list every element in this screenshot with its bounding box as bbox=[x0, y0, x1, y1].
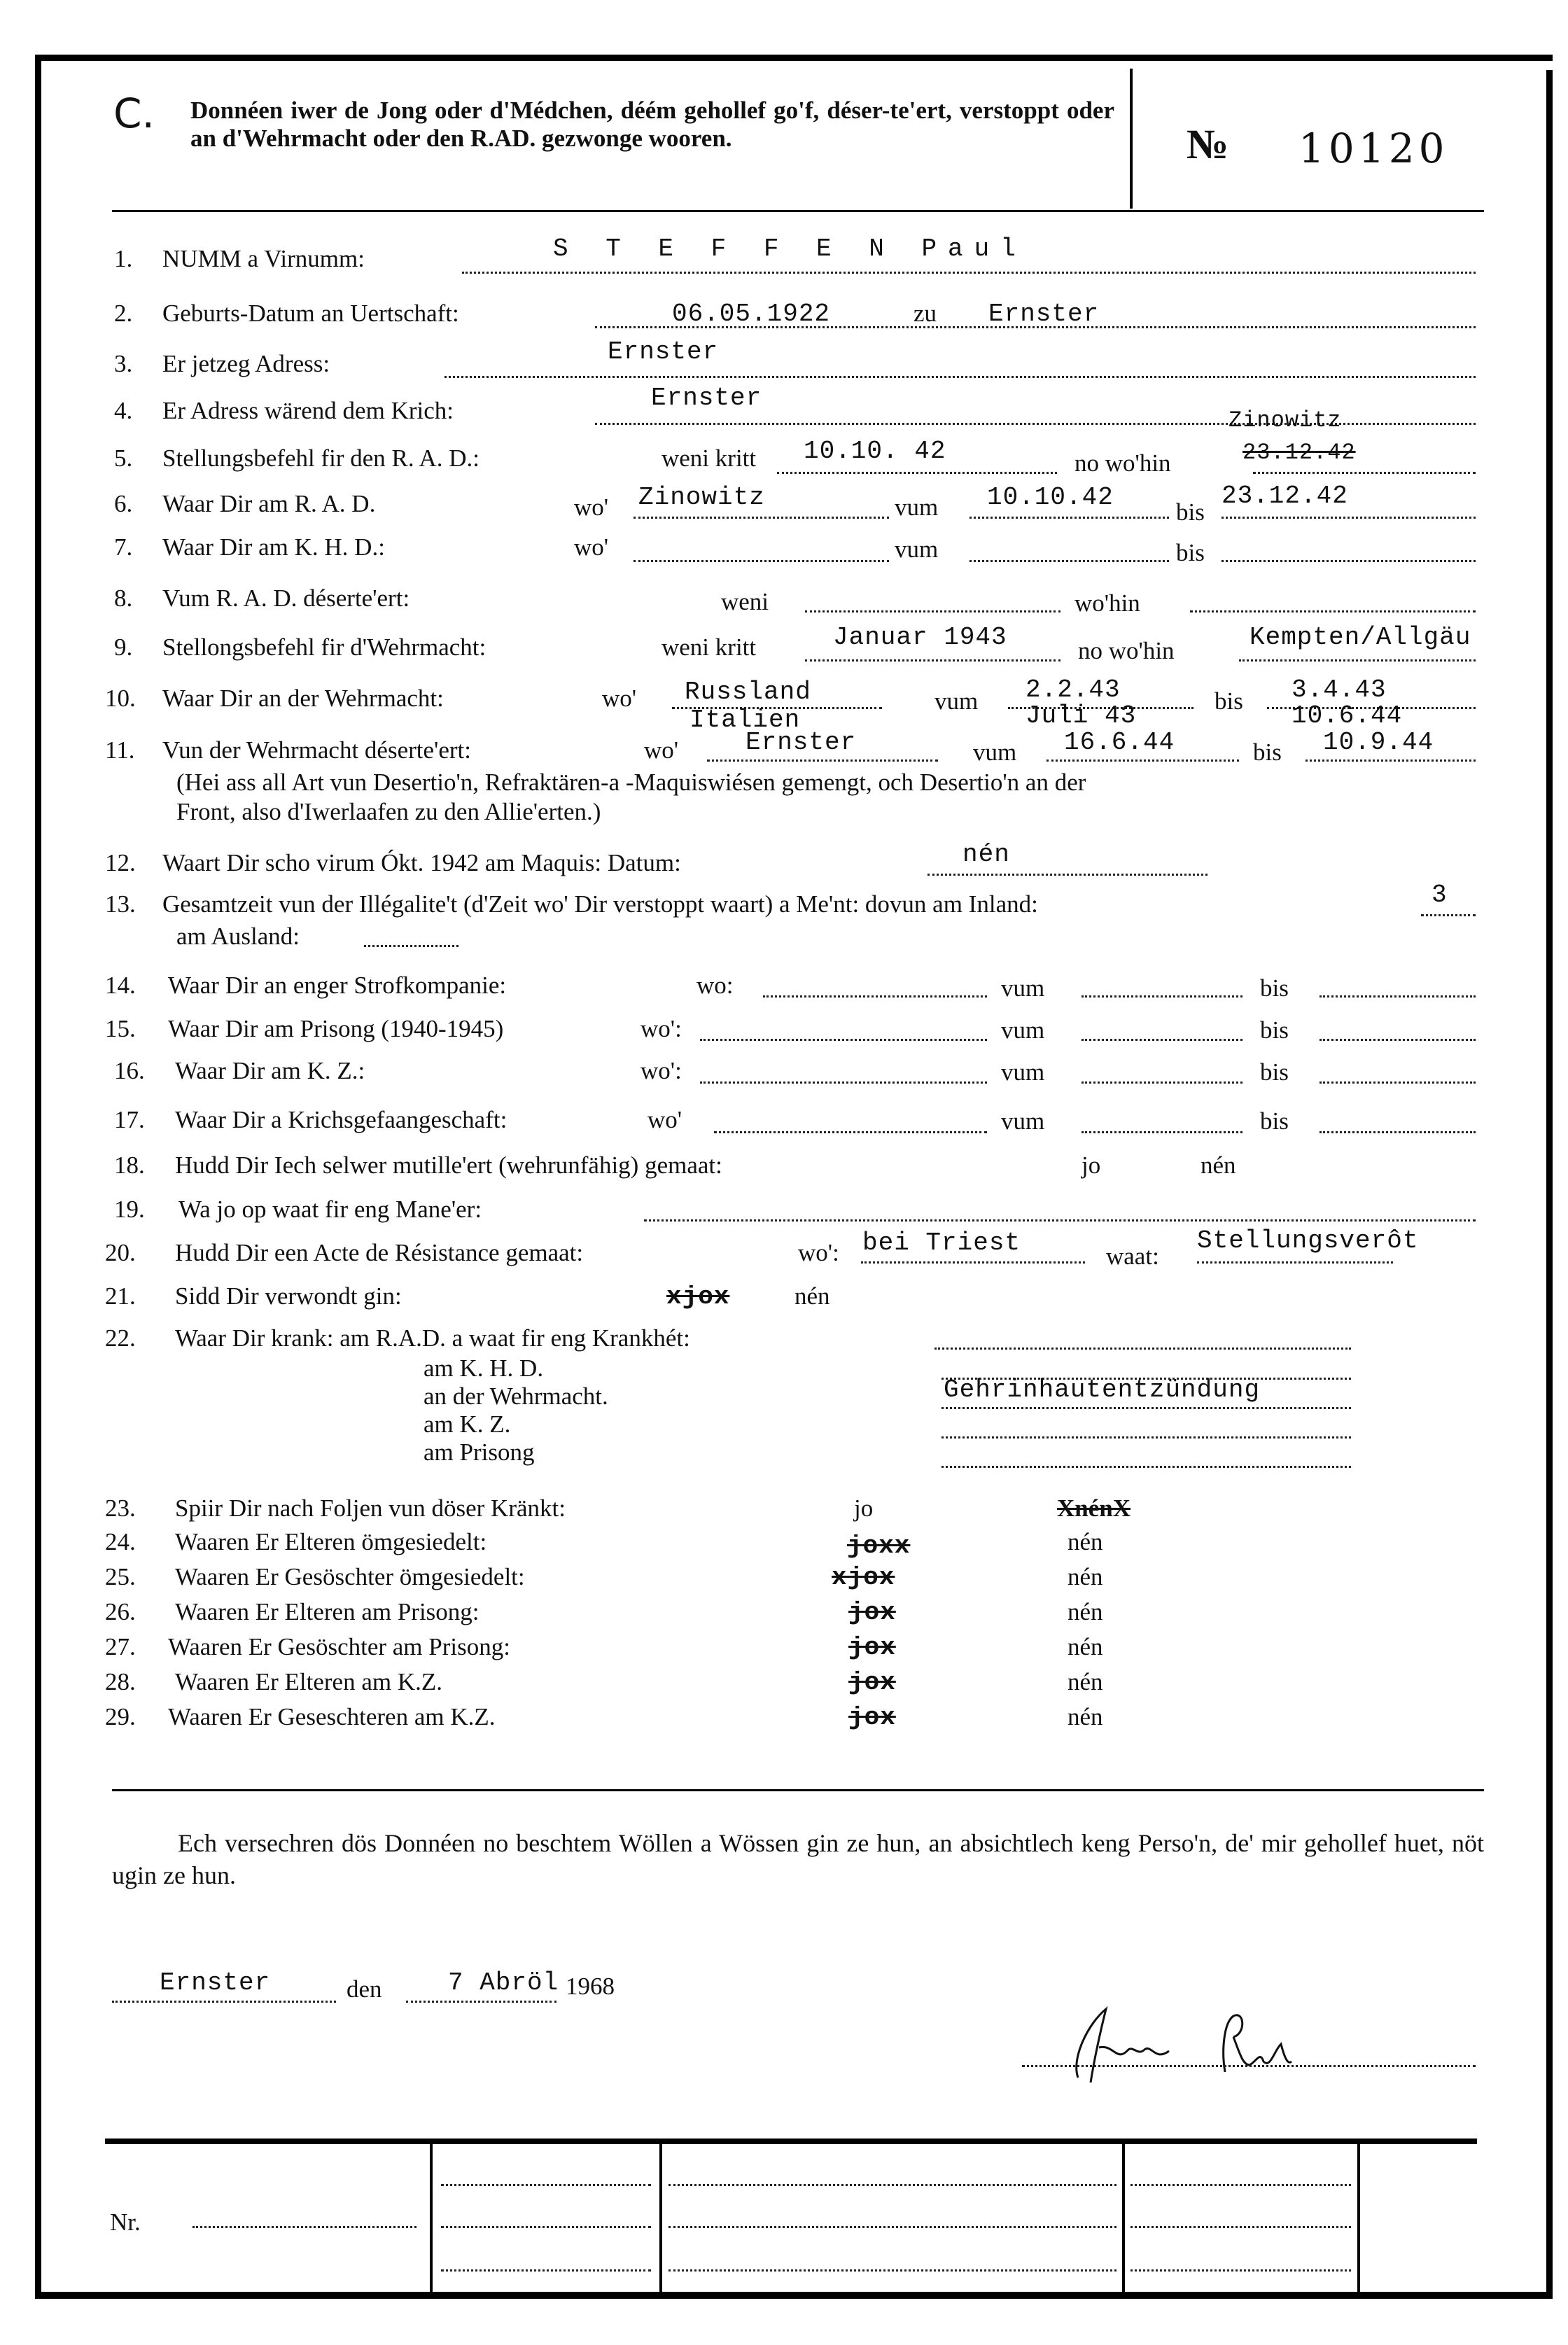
row-label: Waar Dir am Prisong (1940-1945) bbox=[168, 1015, 504, 1042]
row-label: Hudd Dir Iech selwer mutille'ert (wehrunfähig) gemaat: bbox=[175, 1152, 722, 1179]
kz-to-field[interactable] bbox=[1320, 1082, 1476, 1084]
wehrmacht-from-field-2[interactable]: Juli 43 bbox=[1026, 701, 1137, 730]
mutilation-manner-field[interactable] bbox=[644, 1219, 1476, 1222]
den-label: den bbox=[346, 1975, 382, 2003]
footer-cell-field[interactable] bbox=[441, 2184, 651, 2186]
sub-label-prison: am Prisong bbox=[424, 1438, 535, 1466]
sub-label-wehrmacht: an der Wehrmacht. bbox=[424, 1382, 608, 1410]
resistance-where-field[interactable]: bei Triest bbox=[862, 1228, 1021, 1257]
no-option[interactable]: nén bbox=[1068, 1528, 1103, 1555]
name-field-line bbox=[462, 272, 1476, 274]
desertion-from-field[interactable]: 16.6.44 bbox=[1064, 728, 1175, 757]
khd-from-field[interactable] bbox=[969, 560, 1169, 562]
rad-desert-where-field[interactable] bbox=[1190, 610, 1476, 612]
to-label: bis bbox=[1260, 974, 1289, 1002]
row-number: 19. bbox=[114, 1196, 145, 1223]
birth-date-field[interactable]: 06.05.1922 bbox=[672, 300, 831, 328]
from-label: vum bbox=[895, 536, 939, 563]
sub-label-kz: am K. Z. bbox=[424, 1410, 511, 1438]
row-number: 6. bbox=[114, 490, 133, 517]
from-label: vum bbox=[1001, 1058, 1045, 1086]
row-label: Waar Dir an enger Strofkompanie: bbox=[168, 972, 507, 999]
prison-from-field[interactable] bbox=[1082, 1039, 1242, 1041]
no-option[interactable]: nén bbox=[1068, 1598, 1103, 1625]
footer-cell-field[interactable] bbox=[668, 2226, 1116, 2228]
illness-kz-field[interactable] bbox=[941, 1436, 1351, 1438]
yes-option-struck[interactable]: jox bbox=[848, 1633, 896, 1662]
header-rule bbox=[112, 210, 1484, 212]
row-number: 9. bbox=[114, 634, 133, 661]
desertion-note-line-1: (Hei ass all Art vun Desertio'n, Refraktären-a -Maquiswiésen gemengt, och Desertio'n an der bbox=[176, 769, 1086, 796]
row-number: 8. bbox=[114, 584, 133, 612]
where-label: wo': bbox=[640, 1057, 682, 1084]
frame-border-right bbox=[1546, 70, 1553, 2298]
no-option[interactable]: nén bbox=[1068, 1668, 1103, 1695]
from-label: vum bbox=[1001, 974, 1045, 1002]
row-number: 28. bbox=[105, 1668, 136, 1695]
yes-option-struck[interactable]: xjox bbox=[832, 1563, 895, 1592]
numero-sign: № bbox=[1186, 121, 1229, 167]
where-line bbox=[861, 1261, 1085, 1264]
row-label: NUMM a Virnumm: bbox=[162, 245, 365, 272]
footer-table-top-rule bbox=[105, 2138, 1477, 2144]
row-number: 17. bbox=[114, 1106, 145, 1133]
where-line bbox=[634, 517, 889, 519]
row-number: 23. bbox=[105, 1494, 136, 1522]
footer-table-divider-4 bbox=[1357, 2143, 1360, 2293]
penal-where-field[interactable] bbox=[763, 995, 987, 997]
row-label: Vum R. A. D. déserte'ert: bbox=[162, 584, 410, 612]
row-label: Waaren Er Gesöschter ömgesiedelt: bbox=[175, 1563, 525, 1590]
nr-label: Nr. bbox=[110, 2208, 141, 2236]
footer-cell-field[interactable] bbox=[1130, 2184, 1351, 2186]
birth-place-field[interactable]: Ernster bbox=[988, 300, 1100, 328]
signing-place-field[interactable]: Ernster bbox=[160, 1968, 271, 1997]
row-label: Sidd Dir verwondt gin: bbox=[175, 1282, 402, 1310]
row-label: Waar Dir am R. A. D. bbox=[162, 490, 376, 517]
from-label: vum bbox=[973, 738, 1017, 766]
to-label: bis bbox=[1253, 738, 1282, 766]
footer-table-divider-2 bbox=[659, 2143, 662, 2293]
footer-table-divider-3 bbox=[1122, 2143, 1125, 2293]
rad-from-field[interactable]: 10.10.42 bbox=[987, 483, 1114, 512]
to-label: bis bbox=[1260, 1058, 1289, 1086]
inland-months-field[interactable]: 3 bbox=[1432, 881, 1448, 909]
from-label: vum bbox=[895, 493, 939, 521]
what-line bbox=[1197, 1261, 1393, 1264]
footer-cell-field[interactable] bbox=[441, 2226, 651, 2228]
row-label: Waaren Er Elteren am K.Z. bbox=[175, 1668, 442, 1695]
row-number: 16. bbox=[114, 1057, 145, 1084]
to-label: bis bbox=[1176, 498, 1205, 526]
place-line bbox=[112, 2001, 336, 2003]
where-label: wo'hin bbox=[1074, 589, 1140, 617]
where-label: wo' bbox=[644, 736, 679, 764]
abroad-months-field[interactable] bbox=[364, 945, 458, 947]
wehrmacht-from-field[interactable]: 2.2.43 bbox=[1026, 676, 1121, 704]
where-line bbox=[1239, 659, 1476, 662]
frame-border-bottom bbox=[35, 2292, 1553, 2299]
yes-option-struck[interactable]: jox bbox=[848, 1668, 896, 1697]
khd-to-field[interactable] bbox=[1222, 560, 1476, 562]
to-label: bis bbox=[1260, 1107, 1289, 1135]
when-label: weni kritt bbox=[662, 634, 757, 661]
to-line bbox=[1222, 517, 1476, 519]
row-label: Gesamtzeit vun der Illégalite't (d'Zeit wo' Dir verstoppt waart) a Me'nt: dovun am Inland: bbox=[162, 890, 1038, 918]
pow-where-field[interactable] bbox=[714, 1131, 987, 1133]
frame-border-top bbox=[35, 55, 1553, 61]
footer-cell-field[interactable] bbox=[441, 2269, 651, 2272]
when-line bbox=[777, 472, 1057, 474]
section-title: Donnéen iwer de Jong oder d'Médchen, déém gehollef go'f, déser-te'ert, verstoppt oder an d'Wehrmacht oder den R.AD. gezwonge wooren. bbox=[190, 97, 1114, 152]
footer-cell-field[interactable] bbox=[1130, 2269, 1351, 2272]
row-number: 11. bbox=[105, 736, 135, 764]
where-label: no wo'hin bbox=[1078, 637, 1175, 664]
row-number: 5. bbox=[114, 444, 133, 472]
row-label: Waar Dir am K. H. D.: bbox=[162, 533, 385, 561]
signature-line bbox=[1022, 2065, 1476, 2067]
row-number: 13. bbox=[105, 890, 136, 918]
to-label: bis bbox=[1260, 1016, 1289, 1044]
row-number: 7. bbox=[114, 533, 133, 561]
row-number: 12. bbox=[105, 849, 136, 876]
no-option[interactable]: nén bbox=[1068, 1703, 1103, 1730]
illness-prison-field[interactable] bbox=[941, 1466, 1351, 1468]
where-label: wo' bbox=[574, 493, 609, 521]
footer-cell-field[interactable] bbox=[668, 2269, 1116, 2272]
row-label: Waar Dir an der Wehrmacht: bbox=[162, 685, 444, 712]
yes-option-struck[interactable]: xjox bbox=[666, 1282, 730, 1311]
where-label: wo' bbox=[574, 533, 609, 561]
where-label: no wo'hin bbox=[1074, 449, 1171, 477]
when-line bbox=[805, 659, 1060, 662]
wehrmacht-to-field[interactable]: 3.4.43 bbox=[1292, 676, 1387, 704]
where-line bbox=[707, 760, 938, 762]
pow-to-field[interactable] bbox=[1320, 1131, 1476, 1133]
wehrmacht-to-field-2[interactable]: 10.6.44 bbox=[1292, 701, 1403, 730]
section-letter: C. bbox=[113, 90, 155, 137]
footer-cell-field[interactable] bbox=[668, 2184, 1116, 2186]
penal-from-field[interactable] bbox=[1082, 995, 1242, 997]
row-label: Waaren Er Elteren am Prisong: bbox=[175, 1598, 479, 1625]
row-label: Geburts-Datum an Uertschaft: bbox=[162, 300, 459, 327]
row-number: 1. bbox=[114, 245, 133, 272]
no-option[interactable]: nén bbox=[1068, 1563, 1103, 1590]
from-line bbox=[969, 517, 1169, 519]
abroad-label: am Ausland: bbox=[176, 923, 300, 950]
no-option[interactable]: nén bbox=[1200, 1152, 1236, 1179]
sub-label-khd: am K. H. D. bbox=[424, 1354, 544, 1382]
row-number: 20. bbox=[105, 1239, 136, 1266]
row-label: Waar Dir a Krichsgefaangeschaft: bbox=[175, 1106, 507, 1133]
no-option-struck[interactable]: XnénX bbox=[1057, 1494, 1131, 1522]
what-label: waat: bbox=[1106, 1242, 1159, 1270]
row-number: 22. bbox=[105, 1324, 136, 1352]
row-number: 26. bbox=[105, 1598, 136, 1625]
penal-to-field[interactable] bbox=[1320, 995, 1476, 997]
desertion-to-field[interactable]: 10.9.44 bbox=[1323, 728, 1434, 757]
illness-rad-field[interactable] bbox=[934, 1348, 1351, 1350]
row-number: 24. bbox=[105, 1528, 136, 1555]
rad-order-date-field[interactable]: 10.10. 42 bbox=[804, 437, 946, 465]
row-number: 29. bbox=[105, 1703, 136, 1730]
row-number: 4. bbox=[114, 397, 133, 424]
yes-option[interactable]: jo bbox=[1082, 1152, 1101, 1179]
from-label: vum bbox=[1001, 1016, 1045, 1044]
no-option[interactable]: nén bbox=[1068, 1633, 1103, 1660]
from-label: vum bbox=[1001, 1107, 1045, 1135]
prison-to-field[interactable] bbox=[1320, 1039, 1476, 1041]
signature-icon bbox=[1050, 1995, 1428, 2086]
yes-option-struck[interactable]: jox bbox=[848, 1598, 896, 1627]
row-number: 14. bbox=[105, 972, 136, 999]
row-number: 3. bbox=[114, 350, 133, 377]
row-label: Er Adress wärend dem Krich: bbox=[162, 397, 454, 424]
inland-line bbox=[1421, 914, 1476, 916]
maquis-date-field[interactable]: nén bbox=[962, 840, 1010, 869]
rad-where-field[interactable]: Zinowitz bbox=[638, 483, 765, 512]
row-label: Waart Dir scho virum Ókt. 1942 am Maquis: Datum: bbox=[162, 849, 681, 876]
prison-where-field[interactable] bbox=[700, 1039, 987, 1041]
row-label: Waar Dir krank: am R.A.D. a waat fir eng Krankhét: bbox=[175, 1324, 690, 1352]
row-label: Wa jo op waat fir eng Mane'er: bbox=[178, 1196, 482, 1223]
to-label: bis bbox=[1176, 539, 1205, 566]
yes-option-struck[interactable]: joxx bbox=[847, 1532, 911, 1560]
row-label: Waaren Er Gesöschter am Prisong: bbox=[168, 1633, 510, 1660]
footer-cell-field[interactable] bbox=[1130, 2226, 1351, 2228]
row-number: 18. bbox=[114, 1152, 145, 1179]
to-line bbox=[1306, 760, 1476, 762]
row-label: Stellungsbefehl fir den R. A. D.: bbox=[162, 444, 480, 472]
row-label: Waaren Er Elteren ömgesiedelt: bbox=[175, 1528, 487, 1555]
illness-wehrmacht-line bbox=[941, 1407, 1351, 1409]
row-number: 25. bbox=[105, 1563, 136, 1590]
address-field-line bbox=[444, 376, 1476, 378]
declaration-text: Ech versechren dös Donnéen no beschtem Wöllen a Wössen gin ze hun, an absichtlech keng Perso'n, de' mir gehollef huet, nöt ugin ze hun. bbox=[112, 1829, 1484, 1889]
maquis-date-line bbox=[927, 874, 1208, 876]
current-address-field[interactable]: Ernster bbox=[608, 337, 719, 366]
header-divider bbox=[1130, 69, 1133, 209]
pow-from-field[interactable] bbox=[1082, 1131, 1242, 1133]
footer-table-divider-1 bbox=[430, 2143, 433, 2293]
rad-destination-field-struck[interactable]: 23.12.42 bbox=[1242, 440, 1356, 465]
wehrmacht-where-field[interactable]: Russland bbox=[685, 678, 811, 706]
row-label: Stellongsbefehl fir d'Wehrmacht: bbox=[162, 634, 486, 661]
row-number: 27. bbox=[105, 1633, 136, 1660]
kz-where-field[interactable] bbox=[700, 1082, 987, 1084]
yes-option-struck[interactable]: jox bbox=[848, 1703, 896, 1732]
kz-from-field[interactable] bbox=[1082, 1082, 1242, 1084]
resistance-what-field[interactable]: Stellungsverôt bbox=[1197, 1226, 1419, 1255]
row-label: Vun der Wehrmacht déserte'ert: bbox=[162, 736, 471, 764]
where-label: wo' bbox=[602, 685, 637, 712]
where-label: wo': bbox=[798, 1239, 839, 1266]
khd-where-field[interactable] bbox=[634, 560, 889, 562]
form-number: 10120 bbox=[1298, 125, 1449, 172]
where-label: wo' bbox=[648, 1106, 682, 1133]
name-field[interactable]: S T E F F E N Paul bbox=[553, 234, 1027, 263]
zu-label: zu bbox=[913, 300, 937, 327]
to-label: bis bbox=[1214, 687, 1243, 715]
rad-desert-when-field[interactable] bbox=[805, 610, 1060, 612]
wehrmacht-where-field-2[interactable]: Italien bbox=[690, 706, 801, 734]
rad-destination-overflow: Zinowitz bbox=[1228, 407, 1342, 433]
signing-date-field[interactable]: 7 Abröl bbox=[448, 1968, 559, 1997]
row-label: Waaren Er Geseschteren am K.Z. bbox=[168, 1703, 496, 1730]
when-label: weni kritt bbox=[662, 444, 757, 472]
row-label: Waar Dir am K. Z.: bbox=[175, 1057, 365, 1084]
yes-option[interactable]: jo bbox=[854, 1494, 874, 1522]
row-label: Spiir Dir nach Foljen vun döser Kränkt: bbox=[175, 1494, 566, 1522]
no-option[interactable]: nén bbox=[794, 1282, 830, 1310]
from-label: vum bbox=[934, 687, 979, 715]
row-number: 15. bbox=[105, 1015, 136, 1042]
where-line bbox=[1253, 472, 1476, 474]
row-number: 21. bbox=[105, 1282, 136, 1310]
when-label: weni bbox=[721, 588, 769, 615]
row-number: 2. bbox=[114, 300, 133, 327]
nr-field[interactable] bbox=[192, 2226, 416, 2228]
signing-year: 1968 bbox=[566, 1973, 615, 2000]
wehrmacht-destination-field[interactable]: Kempten/Allgäu bbox=[1250, 623, 1471, 652]
where-label: wo: bbox=[696, 972, 734, 999]
row-label: Er jetzeg Adress: bbox=[162, 350, 330, 377]
row-number: 10. bbox=[105, 685, 136, 712]
frame-border-left bbox=[35, 55, 41, 2298]
desertion-note-line-2: Front, also d'Iwerlaafen zu den Allie'erten.) bbox=[176, 798, 601, 825]
where-label: wo': bbox=[640, 1015, 682, 1042]
war-address-field-line bbox=[595, 423, 1476, 425]
war-address-field[interactable]: Ernster bbox=[651, 384, 762, 412]
row-label: Hudd Dir een Acte de Résistance gemaat: bbox=[175, 1239, 584, 1266]
wehrmacht-order-date-field[interactable]: Januar 1943 bbox=[833, 623, 1007, 652]
section-separator bbox=[112, 1789, 1484, 1791]
date-line bbox=[406, 2001, 556, 2003]
illness-wehrmacht-field[interactable]: Gehrinhautentzündung bbox=[944, 1376, 1261, 1404]
desertion-where-field[interactable]: Ernster bbox=[746, 728, 857, 757]
rad-to-field[interactable]: 23.12.42 bbox=[1222, 482, 1348, 510]
from-line bbox=[1046, 760, 1239, 762]
